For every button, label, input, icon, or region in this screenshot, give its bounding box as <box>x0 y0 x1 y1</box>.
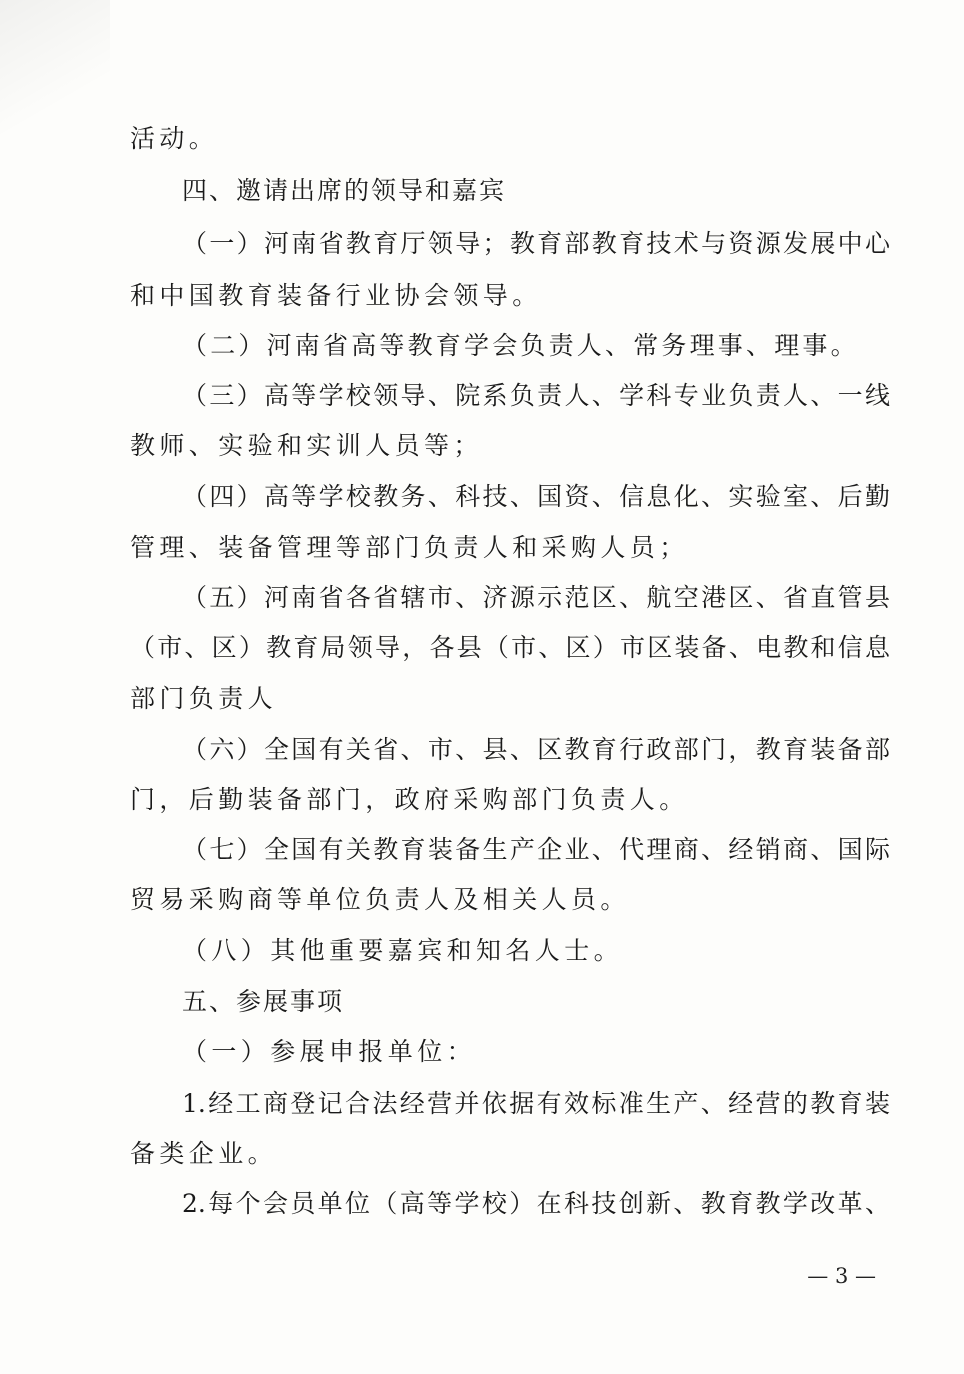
body-line: 贸易采购商等单位负责人及相关人员。 <box>130 885 630 914</box>
body-line: （一）河南省教育厅领导；教育部教育技术与资源发展中心 <box>182 229 890 258</box>
page-number: — 3 — <box>807 1264 876 1288</box>
body-line: （五）河南省各省辖市、济源示范区、航空港区、省直管县 <box>182 583 890 612</box>
section-heading-4: 四、邀请出席的领导和嘉宾 <box>182 176 507 205</box>
body-line: 和中国教育装备行业协会领导。 <box>130 281 542 310</box>
paper-fold-shadow <box>0 0 110 170</box>
body-line: 管理、装备管理等部门负责人和采购人员； <box>130 533 689 562</box>
body-line: （四）高等学校教务、科技、国资、信息化、实验室、后勤 <box>182 482 890 511</box>
body-line: （一）参展申报单位： <box>182 1037 477 1066</box>
body-line: 门，后勤装备部门，政府采购部门负责人。 <box>130 785 689 814</box>
body-line: （八）其他重要嘉宾和知名人士。 <box>182 936 624 965</box>
body-line: （六）全国有关省、市、县、区教育行政部门，教育装备部 <box>182 735 890 764</box>
body-line: （二）河南省高等教育学会负责人、常务理事、理事。 <box>182 331 859 360</box>
body-line: （市、区）教育局领导，各县（市、区）市区装备、电教和信息 <box>130 633 890 662</box>
body-line: （七）全国有关教育装备生产企业、代理商、经销商、国际 <box>182 835 890 864</box>
body-line: 2.每个会员单位（高等学校）在科技创新、教育教学改革、 <box>182 1189 890 1218</box>
body-line: 教师、实验和实训人员等； <box>130 431 483 460</box>
body-line: 部门负责人 <box>130 684 278 713</box>
body-line: 活动。 <box>130 124 219 153</box>
body-line: 备类企业。 <box>130 1139 278 1168</box>
body-line: 1.经工商登记合法经营并依据有效标准生产、经营的教育装 <box>182 1089 890 1118</box>
body-line: （三）高等学校领导、院系负责人、学科专业负责人、一线 <box>182 381 890 410</box>
section-heading-5: 五、参展事项 <box>182 987 345 1016</box>
